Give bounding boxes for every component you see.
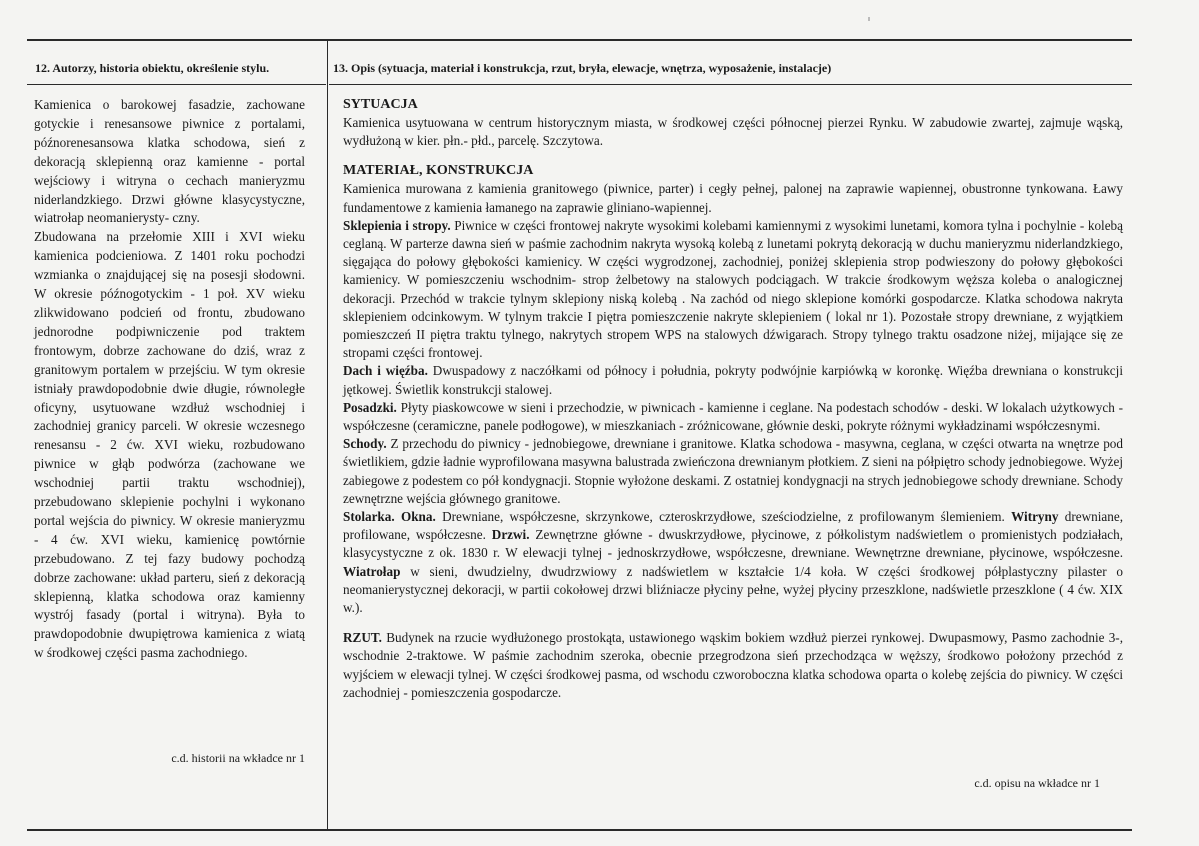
sklepienia-text: Piwnice w części frontowej nakryte wysokimi kolebami kamiennymi z wysokimi lunetami, komora tylna i pochylnie - kolebą ceglaną. W parterze dawna sień w paśmie zachodnim nakryta wysoką kolebą z lunetami pokrytą dekoracją w duchu manieryzmu niderlandzkiego, sięgająca do połowy głębokości kamienicy. W części wygrodzonej, zachodniej, poniżej sklepienia strop podwieszony do połowy głębokości kamienicy. W pomieszczeniu wschodnim- strop żelbetowy na stalowych podciągach. W trakcie środkowym węższa koleba o analogicznej dekoracji. Przechód w trakcie tylnym sklepiony niską kolebą . Na zachód od niego sklepione komórki gospodarcze. Klatka schodowa nakryta sklepieniem odcinkowym. W tylnym trakcie I piętra pomieszczenie nakryte sklepieniem ( lokal nr 1). Pozostałe stropy drewniane, z wyjątkiem pomieszczeń II piętra traktu tylnego, nakrytych stropem WPS na stalowych dźwigarach. Stropy tylnego traktu osadzone niżej, mijające się ze stropami części frontowej. xyxy=(343,217,1123,361)
drzwi-label: Drzwi. xyxy=(491,527,530,543)
column-divider xyxy=(327,40,328,829)
history-paragraph-chronology: Zbudowana na przełomie XIII i XVI wieku kamienica podcieniowa. Z 1401 roku pochodzi wzmianka o znajdującej się na posesji słodowni. W okresie późnogotyckim - 1 poł. XV wieku zlikwidowano podcień od frontu, zbudowano jednorodne podpiwniczenie pod traktem frontowym, dobrze zachowane do dziś, wraz z granitowym portalem w przejściu. W tym okresie istniały prawdopodobnie dwie długie, równoległe oficyny, usytuowane wzdłuż wschodniej i zachodniej granicy parceli. W okresie wczesnego renesansu - 2 ćw. XVI wieku, rozbudowano piwnice w głąb podwórza (zachowane we wschodniej partii traktu wschodniej), przebudowano sklepienie pochylni i wykonano portal wejścia do piwnicy. W okresie manieryzmu - 4 ćw. XVI wieku, kamienicę powtórnie przebudowano. Z tej fazy budowy pochodzą dobrze zachowane: układ parteru, sień z dekoracją sklepienną, klatka schodowa oraz kamienny wystrój fasady (portal i witryna). Była to prawdopodobnie dwupiętrowa kamienica z wiatą w środkowej części pasma zachodniego. xyxy=(34,229,305,661)
right-header-rule xyxy=(329,84,1132,85)
section-12-header: 12. Autorzy, historia obiektu, określenie stylu. xyxy=(35,61,270,75)
section-13-header: 13. Opis (sytuacja, materiał i konstrukcja, rzut, bryła, elewacje, wnętrza, wyposażenie, instalacje) xyxy=(333,61,832,75)
top-border xyxy=(27,39,1132,41)
sytuacja-text: Kamienica usytuowana w centrum historycznym miasta, w środkowej części północnej pierzei Rynku. W zabudowie zwartej, zajmuje wąską, wydłużoną w kier. płn.- płd., parcelę. Szczytowa. xyxy=(343,115,1123,149)
stolarka-paragraph xyxy=(343,508,1123,617)
sytuacja-title: SYTUACJA xyxy=(343,97,418,112)
bottom-border xyxy=(27,829,1132,831)
stolarka-text: Drewniane, współczesne, skrzynkowe, czteroskrzydłowe, sześciodzielne, z profilowanym ślemieniem. xyxy=(435,509,1005,525)
witryny-text: drewniane, profilowane, współczesne. xyxy=(343,509,1123,543)
posadzki-text: Płyty piaskowcowe w sieni i przechodzie, w piwnicach - kamienne i ceglane. Na podestach schodów - deski. W lokalach użytkowych - współczesne (ceramiczne, panele podłogowe), w mieszkaniach - zróżnicowane, głównie deski, pokryte różnymi wykładzinami współczesnymi. xyxy=(343,399,1123,434)
history-text xyxy=(34,96,305,663)
schody-text: Z przechodu do piwnicy - jednobiegowe, drewniane i granitowe. Klatka schodowa - masywna, ceglana, w części otwarta na wnętrze pod świetlikiem, gdzie ładnie wyprofilowana masywna balustrada zwieńczona drewnianym płotkiem. Z sieni na półpiętro schody jednobiegowe. Wyżej zabiegowe z podestem co pół kondygnacji. Stopnie wyłożone deskami. Z ostatniej kondygnacji na strych jednobiegowe schody drewniane. Schody zewnętrzne wejścia głównego granitowe. xyxy=(343,436,1123,506)
rzut-label: RZUT. xyxy=(343,630,382,646)
dach-paragraph xyxy=(343,362,1123,398)
wiatrolap-label: Wiatrołap xyxy=(343,563,401,579)
description-continuation-note: c.d. opisu na wkładce nr 1 xyxy=(974,776,1100,790)
schody-label: Schody. xyxy=(343,436,387,452)
witryny-label: Witryny xyxy=(1011,509,1059,525)
wiatrolap-text: w sieni, dwudzielny, dwudrzwiowy z nadświetlem w kształcie 1/4 koła. W części środkowej półplastyczny pilaster o neomanierystycznej dekoracji, w partii cokołowej drzwi bliźniacze płyciny pełne, wyżej płyciny przeszklone, nadświetle przeszklone ( 4 ćw. XIX w.). xyxy=(343,563,1123,616)
schody-paragraph xyxy=(343,435,1123,508)
sklepienia-label: Sklepienia i stropy. xyxy=(343,217,451,233)
posadzki-paragraph xyxy=(343,399,1123,435)
scan-speck xyxy=(868,17,870,21)
rzut-text: Budynek na rzucie wydłużonego prostokąta, ustawionego wąskim bokiem wzdłuż pierzei rynkowej. Dwupasmowy, Pasmo zachodnie 3-, wschodnie 2-traktowe. W paśmie zachodnim szeroka, obecnie przegrodzona sień przechodząca w węższy, środkowo położony przechód z wyjściem w elewacji tylnej. W części środkowej pasma, od wschodu czworoboczna klatka schodowa oparta o kolebę zejścia do piwnicy. W części zachodniej - pomieszczenia gospodarcze. xyxy=(343,630,1123,700)
stolarka-label: Stolarka. Okna. xyxy=(343,509,436,525)
history-continuation-note: c.d. historii na wkładce nr 1 xyxy=(171,751,305,765)
dach-label: Dach i więźba. xyxy=(343,363,428,379)
description-text xyxy=(343,96,1123,702)
material-intro: Kamienica murowana z kamienia granitowego (piwnice, parter) i cegły pełnej, palonej na zaprawie wapiennej, obustronne tynkowana. Ławy fundamentowe z kamienia łamanego na zaprawie gliniano-wapiennej. xyxy=(343,181,1123,215)
drzwi-text: Zewnętrzne główne - dwuskrzydłowe, płycinowe, z półkolistym nadświetlem o promienistych podziałach, klasycystyczne z ok. 1830 r. W elewacji tylnej - jednoskrzydłowe, współczesne, drewniane. Wewnętrzne drewniane, płycinowe, współczesne. xyxy=(343,527,1124,561)
left-header-rule xyxy=(27,84,326,85)
rzut-paragraph xyxy=(343,629,1123,702)
posadzki-label: Posadzki. xyxy=(343,399,397,415)
sklepienia-paragraph xyxy=(343,217,1123,363)
history-paragraph-style: Kamienica o barokowej fasadzie, zachowane gotyckie i renesansowe piwnice z portalami, późnorenesansowa klatka schodowa, sień z dekoracją sklepienną oraz kamienne - portal wejściowy i witryna o cechach manieryzmu niderlandzkiego. Drzwi główne klasycystyczne, wiatrołap neomanierysty- czny. xyxy=(34,97,305,226)
material-title: MATERIAŁ, KONSTRUKCJA xyxy=(343,163,534,179)
dach-text: Dwuspadowy z naczółkami od północy i południa, pokryty podwójnie karpiówką w koronkę. Więźba drewniana o konstrukcji jętkowej. Świetlik konstrukcji stalowej. xyxy=(343,363,1123,397)
